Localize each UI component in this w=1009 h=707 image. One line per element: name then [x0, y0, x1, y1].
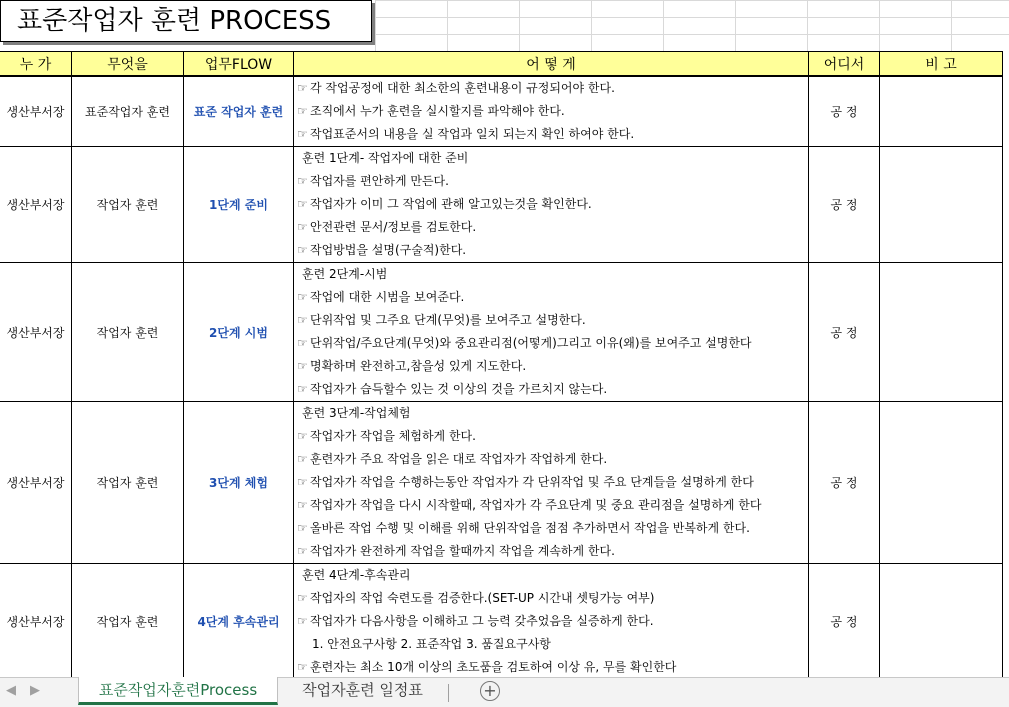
- header-who[interactable]: 누 가: [0, 52, 72, 77]
- cell-how[interactable]: [294, 263, 809, 402]
- cell-what[interactable]: 작업자 훈련: [72, 147, 184, 263]
- cell-how[interactable]: [294, 76, 809, 147]
- instruction-line: [294, 425, 808, 448]
- cell-who[interactable]: 생산부서장: [0, 402, 72, 564]
- instruction-line: [294, 517, 808, 540]
- cell-how[interactable]: [294, 564, 809, 680]
- instruction-line: [294, 239, 808, 262]
- instruction-line: [294, 378, 808, 401]
- cell-what[interactable]: 작업자 훈련: [72, 564, 184, 680]
- sheet-gridlines: [375, 0, 1009, 51]
- instruction-text: 조직에서 누가 훈련을 실시할지를 파악해야 한다.: [310, 104, 565, 118]
- pointing-hand-icon: ☞: [297, 104, 308, 118]
- instruction-line: [294, 147, 808, 170]
- instruction-text: 작업자가 완전하게 작업을 할때까지 작업을 계속하게 한다.: [310, 544, 615, 558]
- instruction-line: [294, 286, 808, 309]
- instruction-text: 작업자가 작업을 수행하는동안 작업자가 각 단위작업 및 주요 단계들을 설명하게 한다: [310, 475, 754, 489]
- pointing-hand-icon: ☞: [297, 591, 308, 605]
- tab-separator: [448, 684, 449, 702]
- pointing-hand-icon: ☞: [297, 174, 308, 188]
- process-table: [0, 51, 1003, 680]
- sheet-title-box[interactable]: [0, 0, 372, 42]
- instruction-text: 훈련자가 주요 작업을 읽은 대로 작업자가 작업하게 한다.: [310, 452, 608, 466]
- header-flow[interactable]: 업무FLOW: [184, 52, 294, 77]
- cell-how[interactable]: [294, 147, 809, 263]
- instruction-line: [294, 193, 808, 216]
- instruction-text: 훈련 1단계- 작업자에 대한 준비: [302, 151, 469, 165]
- instruction-text: 훈련자는 최소 10개 이상의 초도품을 검토하여 이상 유, 무를 확인한다: [310, 660, 677, 674]
- instruction-line: [294, 170, 808, 193]
- sheet-tab-bar: [0, 677, 1009, 707]
- instruction-line: [294, 633, 808, 656]
- cell-note[interactable]: [880, 76, 1003, 147]
- cell-flow[interactable]: 3단계 체험: [184, 402, 294, 564]
- instruction-line: [294, 332, 808, 355]
- instruction-text: 훈련 2단계-시범: [302, 267, 388, 281]
- instruction-text: 명확하며 완전하고,참을성 있게 지도한다.: [310, 359, 527, 373]
- instruction-line: [294, 263, 808, 286]
- pointing-hand-icon: ☞: [297, 475, 308, 489]
- instruction-text: 작업방법을 설명(구술적)한다.: [310, 243, 467, 257]
- instruction-text: 작업자가 습득할수 있는 것 이상의 것을 가르치지 않는다.: [310, 382, 608, 396]
- instruction-text: 작업자가 작업을 다시 시작할때, 작업자가 각 주요단계 및 중요 관리점을 설명하게 한다: [310, 498, 762, 512]
- cell-what[interactable]: 작업자 훈련: [72, 402, 184, 564]
- add-sheet-icon[interactable]: +: [480, 681, 500, 701]
- instruction-line: [294, 494, 808, 517]
- cell-note[interactable]: [880, 147, 1003, 263]
- instruction-line: [294, 564, 808, 587]
- pointing-hand-icon: ☞: [297, 498, 308, 512]
- cell-who[interactable]: 생산부서장: [0, 263, 72, 402]
- instruction-text: 훈련 3단계-작업체험: [302, 406, 411, 420]
- table-row: [0, 147, 1003, 263]
- pointing-hand-icon: ☞: [297, 544, 308, 558]
- header-where[interactable]: 어디서: [809, 52, 880, 77]
- cell-note[interactable]: [880, 263, 1003, 402]
- instruction-text: 단위작업/주요단계(무엇)와 중요관리점(어떻게)그리고 이유(왜)를 보여주고 설명한다: [310, 336, 752, 350]
- instruction-text: 작업자가 작업을 체험하게 한다.: [310, 429, 476, 443]
- instruction-text: 각 작업공정에 대한 최소한의 훈련내용이 규정되어야 한다.: [310, 81, 615, 95]
- cell-how[interactable]: [294, 402, 809, 564]
- cell-what[interactable]: 표준작업자 훈련: [72, 76, 184, 147]
- cell-what[interactable]: 작업자 훈련: [72, 263, 184, 402]
- table-row: [0, 263, 1003, 402]
- instruction-line: [294, 216, 808, 239]
- instruction-line: [294, 656, 808, 679]
- pointing-hand-icon: ☞: [297, 220, 308, 234]
- instruction-line: [294, 100, 808, 123]
- pointing-hand-icon: ☞: [297, 127, 308, 141]
- tab-standard-training-process[interactable]: 표준작업자훈련Process: [78, 677, 278, 705]
- sheet-title: 표준작업자 훈련 PROCESS: [17, 6, 332, 36]
- instruction-text: 작업자가 이미 그 작업에 관해 알고있는것을 확인한다.: [310, 197, 592, 211]
- instruction-text: 올바른 작업 수행 및 이해를 위해 단위작업을 점점 추가하면서 작업을 반복하게 한다.: [310, 521, 750, 535]
- header-what[interactable]: 무엇을: [72, 52, 184, 77]
- cell-where[interactable]: 공 정: [809, 564, 880, 680]
- instruction-text: 훈련 4단계-후속관리: [302, 568, 411, 582]
- cell-flow[interactable]: 표준 작업자 훈련: [184, 76, 294, 147]
- instruction-line: [294, 448, 808, 471]
- instruction-text: 1. 안전요구사항 2. 표준작업 3. 품질요구사항: [312, 637, 551, 651]
- cell-note[interactable]: [880, 564, 1003, 680]
- table-row: [0, 564, 1003, 680]
- pointing-hand-icon: ☞: [297, 614, 308, 628]
- pointing-hand-icon: ☞: [297, 313, 308, 327]
- instruction-line: [294, 355, 808, 378]
- cell-who[interactable]: 생산부서장: [0, 564, 72, 680]
- pointing-hand-icon: ☞: [297, 243, 308, 257]
- instruction-text: 작업표준서의 내용을 실 작업과 일치 되는지 확인 하여야 한다.: [310, 127, 635, 141]
- cell-where[interactable]: 공 정: [809, 402, 880, 564]
- table-body: [0, 76, 1003, 680]
- instruction-line: [294, 309, 808, 332]
- instruction-line: [294, 77, 808, 100]
- pointing-hand-icon: ☞: [297, 197, 308, 211]
- pointing-hand-icon: ☞: [297, 660, 308, 674]
- table-row: [0, 402, 1003, 564]
- instruction-text: 단위작업 및 그주요 단계(무엇)를 보여주고 설명한다.: [310, 313, 586, 327]
- cell-flow[interactable]: 4단계 후속관리: [184, 564, 294, 680]
- tab-scroll-left-icon[interactable]: ◀: [6, 683, 16, 698]
- cell-who[interactable]: 생산부서장: [0, 147, 72, 263]
- header-note[interactable]: 비 고: [880, 52, 1003, 77]
- instruction-text: 작업에 대한 시범을 보여준다.: [310, 290, 465, 304]
- cell-flow[interactable]: 2단계 시범: [184, 263, 294, 402]
- instruction-line: [294, 123, 808, 146]
- table-row: [0, 76, 1003, 147]
- cell-note[interactable]: [880, 402, 1003, 564]
- cell-where[interactable]: 공 정: [809, 76, 880, 147]
- cell-where[interactable]: 공 정: [809, 263, 880, 402]
- pointing-hand-icon: ☞: [297, 382, 308, 396]
- tab-scroll-right-icon[interactable]: ▶: [30, 683, 40, 698]
- pointing-hand-icon: ☞: [297, 81, 308, 95]
- instruction-line: [294, 540, 808, 563]
- instruction-line: [294, 471, 808, 494]
- pointing-hand-icon: ☞: [297, 429, 308, 443]
- instruction-text: 작업자를 편안하게 만든다.: [310, 174, 449, 188]
- pointing-hand-icon: ☞: [297, 521, 308, 535]
- instruction-line: [294, 402, 808, 425]
- tab-training-schedule[interactable]: 작업자훈련 일정표: [302, 681, 423, 699]
- pointing-hand-icon: ☞: [297, 452, 308, 466]
- pointing-hand-icon: ☞: [297, 290, 308, 304]
- cell-flow[interactable]: 1단계 준비: [184, 147, 294, 263]
- instruction-text: 안전관련 문서/정보를 검토한다.: [310, 220, 477, 234]
- pointing-hand-icon: ☞: [297, 359, 308, 373]
- instruction-line: [294, 587, 808, 610]
- cell-who[interactable]: 생산부서장: [0, 76, 72, 147]
- pointing-hand-icon: ☞: [297, 336, 308, 350]
- header-how[interactable]: 어 떻 게: [294, 52, 809, 77]
- instruction-line: [294, 610, 808, 633]
- header-row: [0, 52, 1003, 77]
- instruction-text: 작업자의 작업 숙련도를 검증한다.(SET-UP 시간내 셋팅가능 여부): [310, 591, 655, 605]
- instruction-text: 작업자가 다음사항을 이해하고 그 능력 갖추었음을 실증하게 한다.: [310, 614, 654, 628]
- cell-where[interactable]: 공 정: [809, 147, 880, 263]
